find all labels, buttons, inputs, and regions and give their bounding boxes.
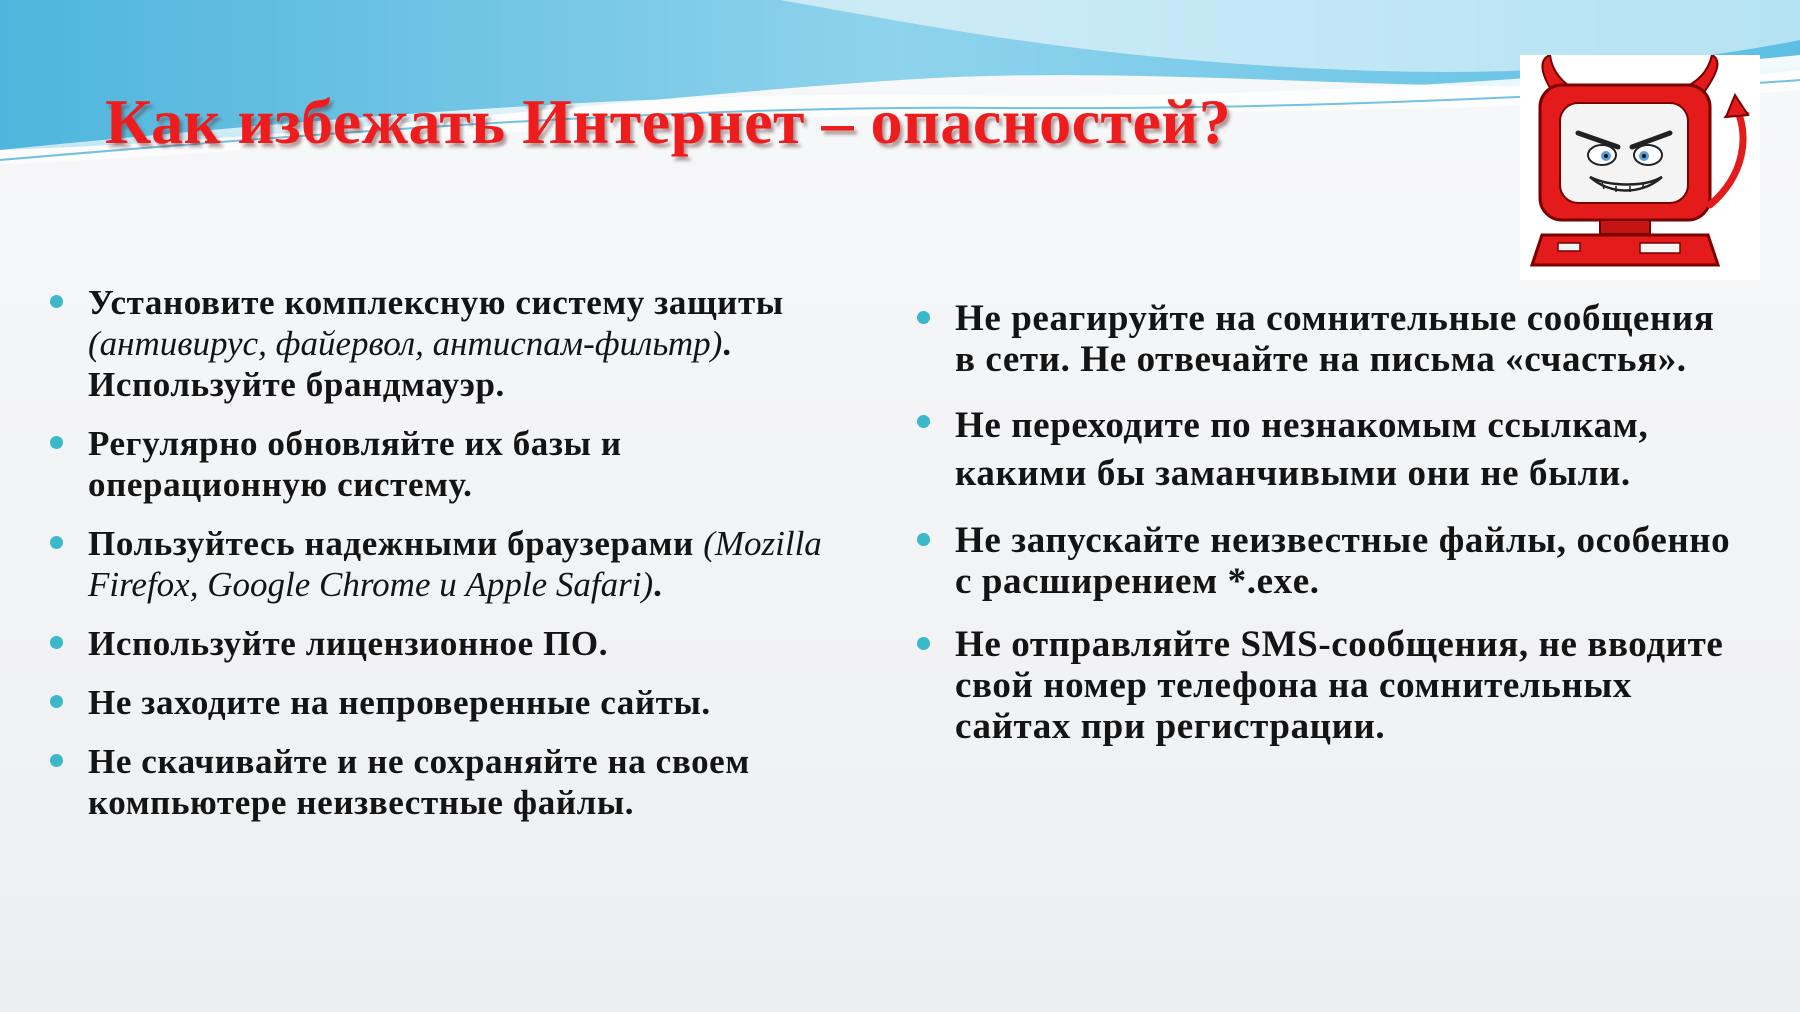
- tip-text: Используйте лицензионное ПО.: [88, 624, 609, 663]
- bullet-dot: [50, 636, 63, 649]
- bullet-dot: [917, 415, 930, 428]
- tip-text: Не реагируйте на сомнительные сообщения в сети. Не отвечайте на письма «счастья».: [955, 298, 1715, 380]
- tip-text: Регулярно обновляйте их базы и операционную систему.: [88, 424, 622, 504]
- tip-text: Не скачивайте и не сохраняйте на своем компьютере неизвестные файлы.: [88, 742, 750, 822]
- list-item: [50, 682, 870, 723]
- bullet-dot: [917, 311, 930, 324]
- bullet-dot: [50, 436, 63, 449]
- list-item: [917, 520, 1737, 602]
- tip-text: Установите комплексную систему защиты: [88, 283, 784, 322]
- list-item: [50, 523, 870, 605]
- list-item: [50, 423, 870, 505]
- right-tips-list: [917, 298, 1737, 769]
- left-tips-list: [50, 282, 870, 841]
- list-item: [50, 741, 870, 823]
- list-item: [50, 282, 870, 405]
- tip-text: Пользуйтесь надежными браузерами: [88, 524, 704, 563]
- devil-computer-image: [1520, 55, 1760, 280]
- bullet-dot: [917, 637, 930, 650]
- tip-italic: (Mozilla Firefox, Google Chrome и Apple Safari): [88, 524, 822, 604]
- tip-text: Не заходите на непроверенные сайты.: [88, 683, 711, 722]
- bullet-dot: [50, 754, 63, 767]
- tip-text: Не переходите по незнакомым ссылкам, какими бы заманчивыми они не были.: [955, 405, 1649, 494]
- tip-tail: .: [653, 565, 663, 604]
- bullet-dot: [50, 536, 63, 549]
- tip-text: Не запускайте неизвестные файлы, особенно с расширением *.exe.: [955, 520, 1731, 602]
- list-item: [917, 298, 1737, 380]
- bullet-dot: [50, 295, 63, 308]
- list-item: [917, 624, 1737, 747]
- red-devil-computer-icon: [1520, 55, 1760, 280]
- bullet-dot: [50, 695, 63, 708]
- tip-italic: (антивирус, файервол, антиспам-фильтр): [88, 324, 723, 363]
- list-item: [917, 402, 1737, 498]
- slide-title: Как избежать Интернет – опасностей?: [105, 86, 1232, 157]
- tip-tail: . Используйте брандмауэр.: [88, 324, 732, 404]
- bullet-dot: [917, 533, 930, 546]
- list-item: [50, 623, 870, 664]
- tip-text: Не отправляйте SMS-сообщения, не вводите свой номер телефона на сомнительных сайтах при регистрации.: [955, 624, 1724, 747]
